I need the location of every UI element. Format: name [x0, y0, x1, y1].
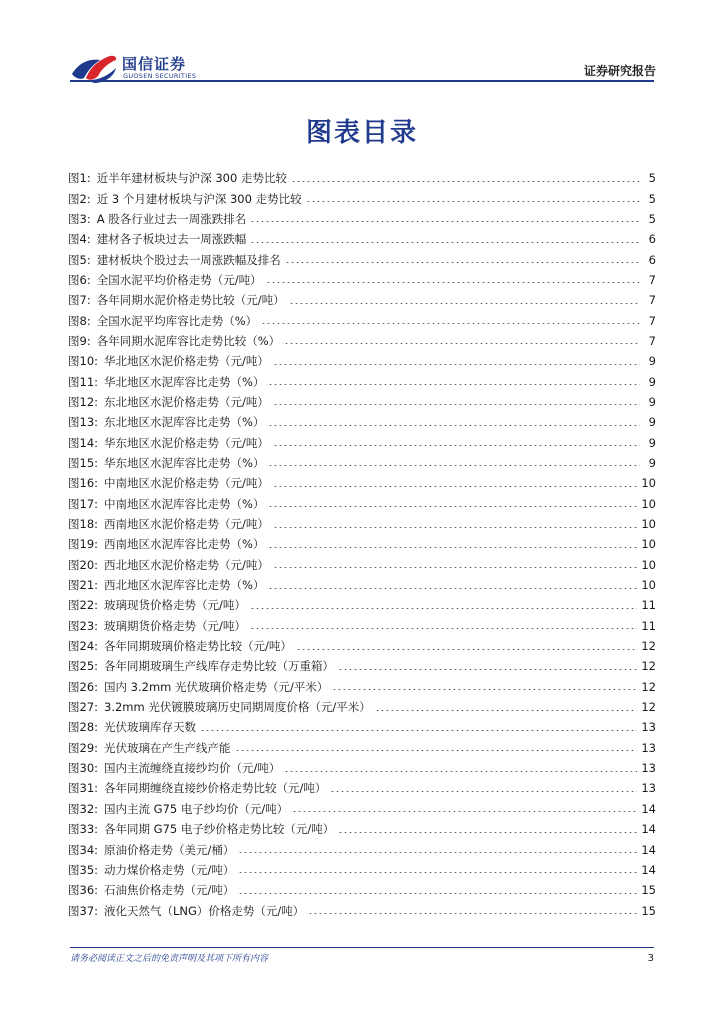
toc-entry-page: 10: [641, 537, 656, 552]
toc-dot-leader: [375, 710, 638, 711]
toc-entry-title: 近半年建材板块与沪深 300 走势比较: [96, 171, 287, 186]
toc-entry-number: 图32:: [68, 801, 99, 816]
toc-entry-title: 各年同期玻璃生产线库存走势比较（万重箱）: [104, 659, 335, 674]
toc-entry-page: 15: [641, 903, 656, 918]
toc-dot-leader: [250, 221, 640, 222]
toc-entry-number: 图11:: [68, 374, 99, 389]
toc-entry-number: 图28:: [68, 720, 99, 735]
toc-dot-leader: [273, 404, 640, 405]
toc-dot-leader: [200, 730, 637, 731]
toc-entry-number: 图30:: [68, 761, 99, 776]
toc-entry[interactable]: [68, 697, 656, 717]
toc-entry-title: 石油焦价格走势（元/吨）: [104, 883, 235, 898]
toc-dot-leader: [308, 913, 637, 914]
toc-entry[interactable]: [68, 494, 656, 514]
toc-entry-number: 图12:: [68, 394, 99, 409]
toc-entry[interactable]: [68, 636, 656, 656]
toc-entry-page: 13: [641, 781, 656, 796]
toc-entry[interactable]: [68, 514, 656, 534]
toc-entry-page: 9: [648, 374, 656, 389]
toc-entry-page: 10: [641, 517, 656, 532]
toc-entry-page: 9: [648, 394, 656, 409]
toc-entry-page: 14: [641, 822, 656, 837]
toc-entry-page: 6: [648, 232, 656, 247]
toc-dot-leader: [289, 303, 640, 304]
toc-dot-leader: [296, 649, 637, 650]
toc-entry-title: A 股各行业过去一周涨跌排名: [96, 211, 247, 226]
toc-entry-title: 建材板块个股过去一周涨跌幅及排名: [96, 252, 281, 267]
page-number: 3: [647, 953, 654, 964]
guosen-logo-icon: [70, 50, 118, 84]
logo-chinese-name: 国信证券: [122, 55, 187, 73]
header-divider: [70, 80, 654, 82]
toc-entry-title: 全国水泥平均价格走势（元/吨）: [96, 272, 262, 287]
toc-entry-page: 7: [648, 293, 656, 308]
toc-entry-page: 5: [648, 191, 656, 206]
toc-dot-leader: [273, 364, 640, 365]
toc-entry-number: 图33:: [68, 822, 99, 837]
toc-entry-title: 东北地区水泥价格走势（元/吨）: [104, 394, 269, 409]
toc-dot-leader: [268, 425, 640, 426]
toc-entry[interactable]: [68, 555, 656, 575]
toc-entry[interactable]: [68, 677, 656, 697]
toc-entry[interactable]: [68, 860, 656, 880]
toc-entry[interactable]: [68, 595, 656, 615]
toc-entry[interactable]: [68, 371, 656, 391]
toc-entry-title: 各年同期水泥价格走势比较（元/吨）: [96, 293, 285, 308]
toc-dot-leader: [338, 669, 637, 670]
toc-entry[interactable]: [68, 412, 656, 432]
toc-entry[interactable]: [68, 392, 656, 412]
toc-entry-title: 原油价格走势（美元/桶）: [104, 842, 235, 857]
toc-entry[interactable]: [68, 738, 656, 758]
toc-entry-number: 图3:: [68, 211, 91, 226]
toc-entry[interactable]: [68, 270, 656, 290]
toc-entry-number: 图5:: [68, 252, 91, 267]
toc-entry[interactable]: [68, 900, 656, 920]
toc-entry-number: 图26:: [68, 679, 99, 694]
toc-entry-title: 华东地区水泥库容比走势（%）: [104, 455, 265, 470]
toc-entry-title: 各年同期水泥库容比走势比较（%）: [96, 333, 281, 348]
toc-entry[interactable]: [68, 799, 656, 819]
toc-entry[interactable]: [68, 310, 656, 330]
toc-entry-title: 建材各子板块过去一周涨跌幅: [96, 232, 247, 247]
toc-dot-leader: [306, 201, 640, 202]
toc-entry[interactable]: [68, 453, 656, 473]
toc-entry-number: 图27:: [68, 700, 99, 715]
toc-entry-number: 图20:: [68, 557, 99, 572]
toc-entry-number: 图4:: [68, 232, 91, 247]
toc-entry-number: 图9:: [68, 333, 91, 348]
toc-entry-number: 图29:: [68, 740, 99, 755]
toc-entry-page: 10: [641, 496, 656, 511]
toc-dot-leader: [261, 323, 640, 324]
toc-entry-number: 图22:: [68, 598, 99, 613]
toc-dot-leader: [250, 628, 637, 629]
toc-entry-title: 光伏玻璃库存天数: [104, 720, 197, 735]
toc-entry-title: 液化天然气（LNG）价格走势（元/吨）: [104, 903, 305, 918]
toc-entry-title: 华东地区水泥价格走势（元/吨）: [104, 435, 269, 450]
toc-entry-number: 图31:: [68, 781, 99, 796]
toc-entry-page: 7: [648, 272, 656, 287]
toc-dot-leader: [268, 384, 640, 385]
toc-entry-title: 各年同期缠绕直接纱价格走势比较（元/吨）: [104, 781, 327, 796]
toc-entry[interactable]: [68, 575, 656, 595]
toc-entry-number: 图36:: [68, 883, 99, 898]
toc-entry-number: 图34:: [68, 842, 99, 857]
toc-entry-page: 7: [648, 313, 656, 328]
toc-entry-title: 近 3 个月建材板块与沪深 300 走势比较: [96, 191, 302, 206]
toc-entry-number: 图2:: [68, 191, 91, 206]
toc-entry-page: 12: [641, 639, 656, 654]
toc-dot-leader: [284, 343, 640, 344]
toc-entry-page: 13: [641, 761, 656, 776]
toc-entry-page: 15: [641, 883, 656, 898]
toc-entry-number: 图15:: [68, 455, 99, 470]
toc-entry-number: 图21:: [68, 578, 99, 593]
toc-dot-leader: [273, 486, 637, 487]
toc-dot-leader: [284, 771, 637, 772]
toc-entry-page: 10: [641, 557, 656, 572]
toc-entry[interactable]: [68, 880, 656, 900]
toc-entry-page: 5: [648, 171, 656, 186]
toc-entry[interactable]: [68, 290, 656, 310]
toc-entry-number: 图6:: [68, 272, 91, 287]
toc-entry-page: 7: [648, 333, 656, 348]
toc-dot-leader: [268, 588, 637, 589]
toc-entry-page: 11: [641, 598, 656, 613]
toc-dot-leader: [268, 547, 637, 548]
toc-dot-leader: [268, 465, 640, 466]
toc-dot-leader: [273, 527, 637, 528]
toc-entry-page: 14: [641, 801, 656, 816]
toc-entry-page: 14: [641, 842, 656, 857]
toc-entry-title: 东北地区水泥库容比走势（%）: [104, 415, 265, 430]
toc-entry[interactable]: [68, 656, 656, 676]
toc-dot-leader: [273, 567, 637, 568]
toc-entry[interactable]: [68, 249, 656, 269]
table-of-figures: [68, 168, 656, 921]
toc-entry-title: 国内 3.2mm 光伏玻璃价格走势（元/平米）: [104, 679, 329, 694]
toc-entry-page: 9: [648, 415, 656, 430]
toc-dot-leader: [291, 181, 640, 182]
toc-dot-leader: [250, 242, 640, 243]
toc-dot-leader: [285, 262, 640, 263]
toc-entry[interactable]: [68, 717, 656, 737]
toc-entry-number: 图10:: [68, 354, 99, 369]
toc-dot-leader: [250, 608, 637, 609]
toc-dot-leader: [273, 445, 640, 446]
toc-entry[interactable]: [68, 432, 656, 452]
toc-entry-number: 图18:: [68, 517, 99, 532]
toc-entry-title: 中南地区水泥库容比走势（%）: [104, 496, 265, 511]
toc-entry-title: 玻璃现货价格走势（元/吨）: [104, 598, 246, 613]
toc-entry-page: 10: [641, 476, 656, 491]
toc-entry[interactable]: [68, 534, 656, 554]
toc-entry-title: 国内主流 G75 电子纱均价（元/吨）: [104, 801, 289, 816]
toc-entry-title: 西北地区水泥价格走势（元/吨）: [104, 557, 269, 572]
toc-entry-page: 12: [641, 700, 656, 715]
toc-entry-page: 6: [648, 252, 656, 267]
toc-entry-page: 12: [641, 679, 656, 694]
toc-entry[interactable]: [68, 229, 656, 249]
toc-entry-title: 动力煤价格走势（元/吨）: [104, 862, 235, 877]
toc-entry[interactable]: [68, 819, 656, 839]
toc-dot-leader: [238, 893, 637, 894]
toc-entry-number: 图19:: [68, 537, 99, 552]
toc-entry[interactable]: [68, 473, 656, 493]
toc-entry[interactable]: [68, 209, 656, 229]
toc-dot-leader: [338, 832, 637, 833]
toc-entry-number: 图25:: [68, 659, 99, 674]
toc-entry-title: 光伏玻璃在产生产线产能: [104, 740, 231, 755]
toc-dot-leader: [238, 872, 637, 873]
toc-entry-number: 图35:: [68, 862, 99, 877]
toc-entry[interactable]: [68, 616, 656, 636]
toc-entry-title: 全国水泥平均库容比走势（%）: [96, 313, 258, 328]
toc-entry-number: 图16:: [68, 476, 99, 491]
toc-entry-number: 图37:: [68, 903, 99, 918]
toc-entry[interactable]: [68, 168, 656, 188]
toc-dot-leader: [235, 750, 638, 751]
toc-entry-title: 西南地区水泥价格走势（元/吨）: [104, 517, 269, 532]
toc-entry[interactable]: [68, 778, 656, 798]
toc-entry-title: 3.2mm 光伏镀膜玻璃历史同期周度价格（元/平米）: [104, 700, 371, 715]
toc-entry-number: 图14:: [68, 435, 99, 450]
toc-entry-page: 11: [641, 618, 656, 633]
toc-dot-leader: [268, 506, 637, 507]
toc-dot-leader: [332, 689, 637, 690]
toc-entry-page: 5: [648, 211, 656, 226]
toc-entry[interactable]: [68, 331, 656, 351]
toc-entry-number: 图13:: [68, 415, 99, 430]
toc-entry-number: 图7:: [68, 293, 91, 308]
toc-entry-title: 各年同期 G75 电子纱价格走势比较（元/吨）: [104, 822, 335, 837]
page-header: [0, 0, 724, 90]
logo-english-name: GUOSEN SECURITIES: [123, 72, 197, 80]
toc-entry-title: 中南地区水泥价格走势（元/吨）: [104, 476, 269, 491]
toc-entry-title: 西南地区水泥库容比走势（%）: [104, 537, 265, 552]
toc-entry-page: 13: [641, 740, 656, 755]
toc-entry-page: 10: [641, 578, 656, 593]
toc-entry-number: 图8:: [68, 313, 91, 328]
toc-entry-title: 玻璃期货价格走势（元/吨）: [104, 618, 246, 633]
toc-entry-title: 国内主流缠绕直接纱均价（元/吨）: [104, 761, 281, 776]
toc-entry-page: 14: [641, 862, 656, 877]
footer-divider: [70, 947, 654, 948]
toc-entry[interactable]: [68, 839, 656, 859]
toc-entry-title: 华北地区水泥库容比走势（%）: [104, 374, 265, 389]
toc-entry-title: 华北地区水泥价格走势（元/吨）: [104, 354, 269, 369]
toc-entry-page: 9: [648, 354, 656, 369]
toc-entry[interactable]: [68, 758, 656, 778]
toc-entry-number: 图1:: [68, 171, 91, 186]
toc-entry-page: 13: [641, 720, 656, 735]
toc-dot-leader: [266, 282, 640, 283]
toc-dot-leader: [330, 791, 637, 792]
toc-entry-number: 图17:: [68, 496, 99, 511]
toc-dot-leader: [292, 811, 637, 812]
toc-entry-number: 图24:: [68, 639, 99, 654]
toc-entry-page: 9: [648, 455, 656, 470]
toc-entry-number: 图23:: [68, 618, 99, 633]
toc-entry[interactable]: [68, 351, 656, 371]
footer-disclaimer: 请务必阅读正文之后的免责声明及其项下所有内容: [70, 954, 269, 964]
toc-entry[interactable]: [68, 188, 656, 208]
report-type-label: 证券研究报告: [583, 64, 656, 78]
toc-entry-page: 9: [648, 435, 656, 450]
page-title: 图表目录: [305, 118, 418, 148]
toc-entry-page: 12: [641, 659, 656, 674]
toc-entry-title: 西北地区水泥库容比走势（%）: [104, 578, 265, 593]
toc-dot-leader: [238, 852, 637, 853]
toc-entry-title: 各年同期玻璃价格走势比较（元/吨）: [104, 639, 292, 654]
